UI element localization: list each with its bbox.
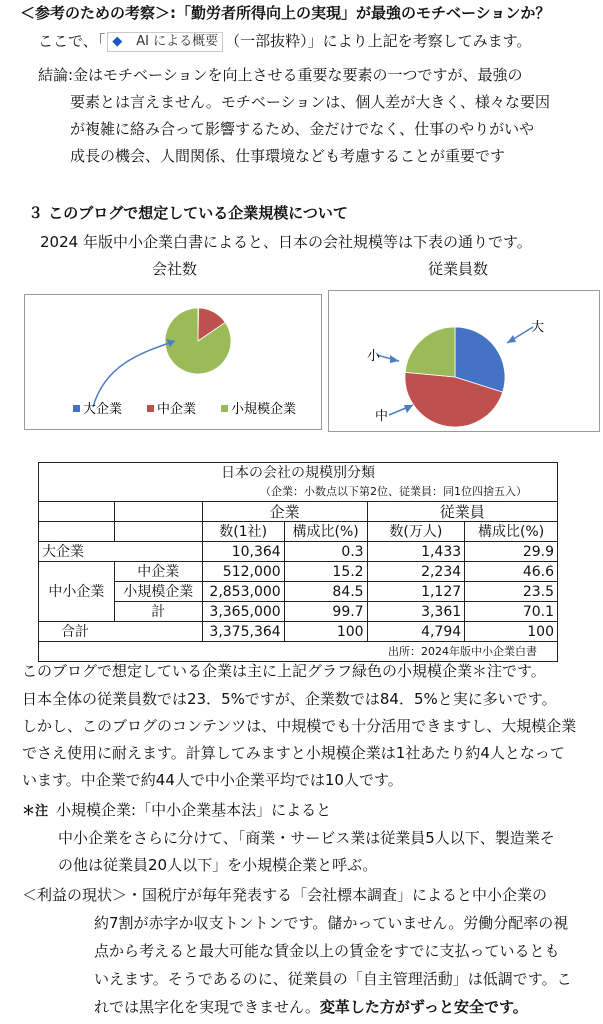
table-title: 日本の会社の規模別分類 bbox=[39, 463, 558, 483]
cell-ratio: 84.5 bbox=[284, 582, 367, 602]
sub-ratio: 構成比(%) bbox=[284, 522, 367, 542]
legend-label-small: 小規模企業 bbox=[231, 402, 297, 417]
row-label-medium: 中企業 bbox=[114, 562, 202, 582]
footnote-line-3: の他は従業員20人以下」を小規模企業と呼ぶ。 bbox=[58, 856, 378, 874]
cell-emp: 1,127 bbox=[367, 582, 465, 602]
section3-heading: ３ このブログで想定している企業規模について bbox=[28, 204, 348, 222]
ai-overview-label: AI による概要 bbox=[136, 33, 219, 49]
pointer-large-head bbox=[507, 335, 516, 343]
cell-emp: 2,234 bbox=[367, 562, 465, 582]
conclusion-line-2: 要素とは言えません。モチベーションは、個人差が大きく、様々な要因 bbox=[70, 93, 551, 111]
cell-count: 2,853,000 bbox=[202, 582, 284, 602]
legend-swatch-small bbox=[221, 405, 228, 412]
table-note-row bbox=[39, 482, 558, 502]
row-label-sme: 中小企業 bbox=[39, 562, 115, 622]
table-note: （企業：小数点以下第2位、従業員：同1位四捨五入） bbox=[39, 482, 558, 502]
profit-last-plain: れでは黒字化を実現できません。 bbox=[94, 998, 320, 1016]
cell-emp: 3,361 bbox=[367, 602, 465, 622]
footnote-mark: ＊注 bbox=[22, 804, 49, 819]
cell-emp-ratio: 70.1 bbox=[465, 602, 558, 622]
profit-line-1: ＜利益の現状＞・国税庁が毎年発表する「会社標本調査」によると中小企業の bbox=[22, 886, 548, 904]
consideration-heading: ＜参考のための考察＞:「勤労者所得向上の実現」が最強のモチベーションか？ bbox=[20, 4, 551, 22]
intro-after: （一部抜粋）」により上記を考察してみます。 bbox=[225, 32, 532, 50]
legend-swatch-medium bbox=[147, 405, 154, 412]
body-line-1: このブログで想定している企業は主に上記グラフ緑色の小規模企業＊注です。 bbox=[22, 662, 546, 680]
table-group-row bbox=[39, 502, 558, 522]
row-label-total: 合計 bbox=[39, 622, 203, 642]
row-label-subtotal: 計 bbox=[114, 602, 202, 622]
cell-ratio: 99.7 bbox=[284, 602, 367, 622]
legend-swatch-large bbox=[73, 405, 80, 412]
profit-line-4: いえます。そうであるのに、従業員の「自主管理活動」は低調です。こ bbox=[94, 970, 572, 988]
body-line-3: しかし、このブログのコンテンツは、中規模でも十分活用できますし、大規模企業 bbox=[22, 717, 577, 735]
row-label-large: 大企業 bbox=[39, 542, 203, 562]
sub-count: 数(1社) bbox=[202, 522, 284, 542]
legend-label-medium: 中企業 bbox=[157, 402, 197, 417]
blank-cell bbox=[39, 502, 115, 522]
legend-label-large: 大企業 bbox=[83, 402, 123, 417]
profit-last-bold: 変革した方がずっと安全です。 bbox=[319, 998, 528, 1016]
body-line-2: 日本全体の従業員数では23．5%ですが、企業数では84．5%と実に多いです。 bbox=[22, 690, 557, 708]
profit-line-2: 約7割が赤字か収支トントンです。儲かっていません。労働分配率の視 bbox=[94, 914, 569, 932]
table-row bbox=[39, 582, 558, 602]
company-size-table bbox=[38, 462, 558, 662]
profit-line-3: 点から考えると最大可能な賃金以上の賃金をすでに支払っているとも bbox=[94, 942, 560, 960]
sub-emp-ratio: 構成比(%) bbox=[465, 522, 558, 542]
chart-employees-svg bbox=[329, 291, 599, 431]
section3-lead: 2024 年版中小企業白書によると、日本の会社規模等は下表の通りです。 bbox=[40, 233, 532, 251]
chart-companies-svg bbox=[25, 295, 321, 429]
conclusion-line-1: 結論:金はモチベーションを向上させる重要な要素の一つですが、最強の bbox=[38, 66, 523, 84]
group-companies: 企業 bbox=[202, 502, 367, 522]
footnote-line-1 bbox=[22, 798, 331, 824]
cell-ratio: 0.3 bbox=[284, 542, 367, 562]
pointer-small-head bbox=[390, 355, 399, 363]
cell-count: 10,364 bbox=[202, 542, 284, 562]
table-row bbox=[39, 622, 558, 642]
chart-companies bbox=[24, 294, 322, 430]
pie2-label-large: 大 bbox=[531, 320, 545, 335]
label-companies: 会社数 bbox=[152, 260, 198, 278]
cell-emp: 1,433 bbox=[367, 542, 465, 562]
group-employees: 従業員 bbox=[367, 502, 557, 522]
footnote-line-2: 中小企業をさらに分けて、「商業・サービス業は従業員5人以下、製造業そ bbox=[58, 829, 555, 847]
table-row bbox=[39, 542, 558, 562]
profit-line-5 bbox=[94, 994, 528, 1020]
diamond-icon: ◆ bbox=[112, 33, 123, 49]
blank-cell bbox=[114, 522, 202, 542]
table-title-row bbox=[39, 463, 558, 483]
blank-cell bbox=[114, 502, 202, 522]
cell-emp-ratio: 46.6 bbox=[465, 562, 558, 582]
row-label-small: 小規模企業 bbox=[114, 582, 202, 602]
cell-emp-ratio: 23.5 bbox=[465, 582, 558, 602]
label-employees: 従業員数 bbox=[428, 260, 489, 278]
table-row bbox=[39, 602, 558, 622]
table-source: 出所：2024年版中小企業白書 bbox=[39, 642, 558, 662]
body-line-4: でさえ使用に耐えます。計算してみますと小規模企業は1社あたり約4人となって bbox=[22, 744, 565, 762]
footnote-text-1: 小規模企業:「中小企業基本法」によると bbox=[56, 801, 332, 819]
cell-ratio: 15.2 bbox=[284, 562, 367, 582]
table-sub-row bbox=[39, 522, 558, 542]
arrow-annotation bbox=[93, 341, 175, 407]
body-line-5: います。中企業で約44人で中小企業平均では10人です。 bbox=[22, 771, 403, 789]
pointer-medium-head bbox=[404, 405, 413, 413]
intro-before: ここで、「 bbox=[38, 32, 106, 50]
chart-employees bbox=[328, 290, 600, 432]
ai-overview-badge[interactable] bbox=[107, 32, 223, 52]
conclusion-line-3: が複雑に絡み合って影響するため、金だけでなく、仕事のやりがいや bbox=[70, 120, 535, 138]
blank-cell bbox=[39, 522, 115, 542]
cell-emp: 4,794 bbox=[367, 622, 465, 642]
cell-emp-ratio: 100 bbox=[465, 622, 558, 642]
pie2-label-small: 小 bbox=[367, 349, 381, 364]
sub-emp: 数(万人) bbox=[367, 522, 465, 542]
pie2-label-medium: 中 bbox=[375, 409, 389, 424]
table-row bbox=[39, 562, 558, 582]
consideration-intro bbox=[38, 30, 531, 52]
cell-count: 3,375,364 bbox=[202, 622, 284, 642]
cell-count: 512,000 bbox=[202, 562, 284, 582]
pie-slice-small bbox=[405, 327, 455, 377]
legend bbox=[73, 401, 296, 417]
pie-employees bbox=[405, 327, 505, 427]
conclusion-line-4: 成長の機会、人間関係、仕事環境なども考慮することが重要です bbox=[70, 147, 506, 165]
cell-count: 3,365,000 bbox=[202, 602, 284, 622]
cell-emp-ratio: 29.9 bbox=[465, 542, 558, 562]
cell-ratio: 100 bbox=[284, 622, 367, 642]
